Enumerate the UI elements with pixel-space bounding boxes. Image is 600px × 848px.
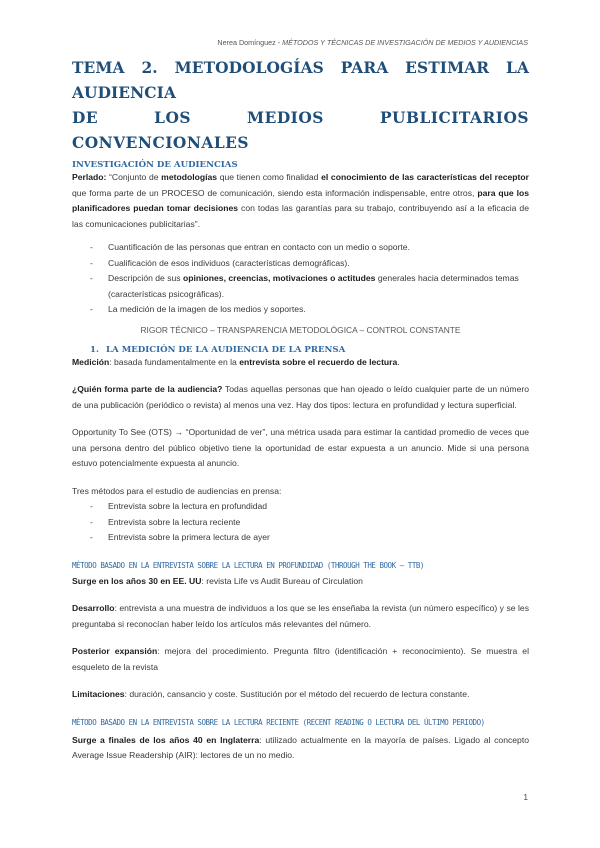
list-item: - Entrevista sobre la primera lectura de ayer <box>72 530 529 546</box>
page-title <box>72 56 529 156</box>
ttb-surge-paragraph: Surge en los años 30 en EE. UU: revista Life vs Audit Bureau of Circulation <box>72 575 363 586</box>
quien-paragraph: ¿Quién forma parte de la audiencia? Todas aquellas personas que han ojeado o leído cualquier parte de un número de una publicación (periódico o revista) al menos una vez. Hay dos tipos: lectura en profundidad y lectura superficial. <box>72 384 530 410</box>
methods-list <box>72 499 529 546</box>
list-item: - Entrevista sobre la lectura en profundidad <box>72 499 529 515</box>
section-number: 1. <box>90 344 99 355</box>
ttb-limitaciones-paragraph: Limitaciones: duración, cansancio y coste. Sustitución por el método del recuerdo de lectura constante. <box>72 689 470 699</box>
header-course: MÉTODOS Y TÉCNICAS DE INVESTIGACIÓN DE MEDIOS Y AUDIENCIAS <box>282 38 528 47</box>
perlado-paragraph: Perlado: “Conjunto de metodologías que tienen como finalidad el conocimiento de las características del receptor que forma parte de un PROCESO de comunicación, siendo esta información indispensable, entre otros, para que los planificadores puedan tomar decisiones con todas las garantías para su trabajo, contribuyendo así a la eficacia de las comunicaciones publicitarias”. <box>72 172 530 229</box>
list-item: - Cualificación de esos individuos (características demográficas). <box>72 256 529 272</box>
title-line-2: DE LOS MEDIOS PUBLICITARIOS CONVENCIONALES <box>72 109 529 152</box>
heading-prensa <box>72 345 529 355</box>
tres-metodos-paragraph: Tres métodos para el estudio de audiencias en prensa: <box>72 485 282 496</box>
page-content <box>72 56 529 764</box>
ttb-desarrollo-paragraph: Desarrollo: entrevista a una muestra de individuos a los que se les enseñaba la revista (un número específico) y se les preguntaba si reconocían haber leído los artículos más relevantes del número. <box>72 603 529 629</box>
section-title: LA MEDICIÓN DE LA AUDIENCIA DE LA PRENSA <box>106 344 346 355</box>
heading-recent-reading: MÉTODO BASADO EN LA ENTREVISTA SOBRE LA LECTURA RECIENTE (RECENT READING O LECTURA DEL ÚLTIMO PERIODO) <box>72 716 485 727</box>
heading-ttb: MÉTODO BASADO EN LA ENTREVISTA SOBRE LA LECTURA EN PROFUNDIDAD (THROUGH THE BOOK – TTB) <box>72 559 424 570</box>
title-line-1: TEMA 2. METODOLOGÍAS PARA ESTIMAR LA AUDIENCIA <box>72 59 529 102</box>
list-item: - La medición de la imagen de los medios y soportes. <box>72 302 529 318</box>
running-header <box>217 38 528 47</box>
heading-investigacion: INVESTIGACIÓN DE AUDIENCIAS <box>72 160 238 170</box>
list-item: - Cuantificación de las personas que entran en contacto con un medio o soporte. <box>72 240 529 256</box>
header-author: Nerea Domínguez - <box>217 38 283 47</box>
ots-paragraph: Opportunity To See (OTS) → “Oportunidad de ver”, una métrica usada para estimar la cantidad promedio de veces que una persona dentro del público objetivo tiene la oportunidad de estar expuesta a un anuncio. Mide si una persona estuvo potencialmente expuesta al anuncio. <box>72 427 529 468</box>
list-item: - Descripción de sus opiniones, creencias, motivaciones o actitudes generales hacia determinados temas (características psicográficas). <box>72 271 529 302</box>
medicion-paragraph: Medición: basada fundamentalmente en la entrevista sobre el recuerdo de lectura. <box>72 356 400 367</box>
audience-goals-list <box>72 240 529 318</box>
ttb-posterior-paragraph: Posterior expansión: mejora del procedimiento. Pregunta filtro (identificación + reconocimiento). Se muestra el esqueleto de la revista <box>72 646 529 672</box>
page-number: 1 <box>523 793 528 802</box>
list-item: - Entrevista sobre la lectura reciente <box>72 515 529 531</box>
rigor-line: RIGOR TÉCNICO – TRANSPARENCIA METODOLÓGICA – CONTROL CONSTANTE <box>140 324 461 335</box>
perlado-label: Perlado: <box>72 172 107 182</box>
rr-surge-paragraph: Surge a finales de los años 40 en Inglaterra: utilizado actualmente en la mayoría de países. Ligado al concepto Average Issue Readership (AIR): lectores de un no medio. <box>72 734 529 760</box>
